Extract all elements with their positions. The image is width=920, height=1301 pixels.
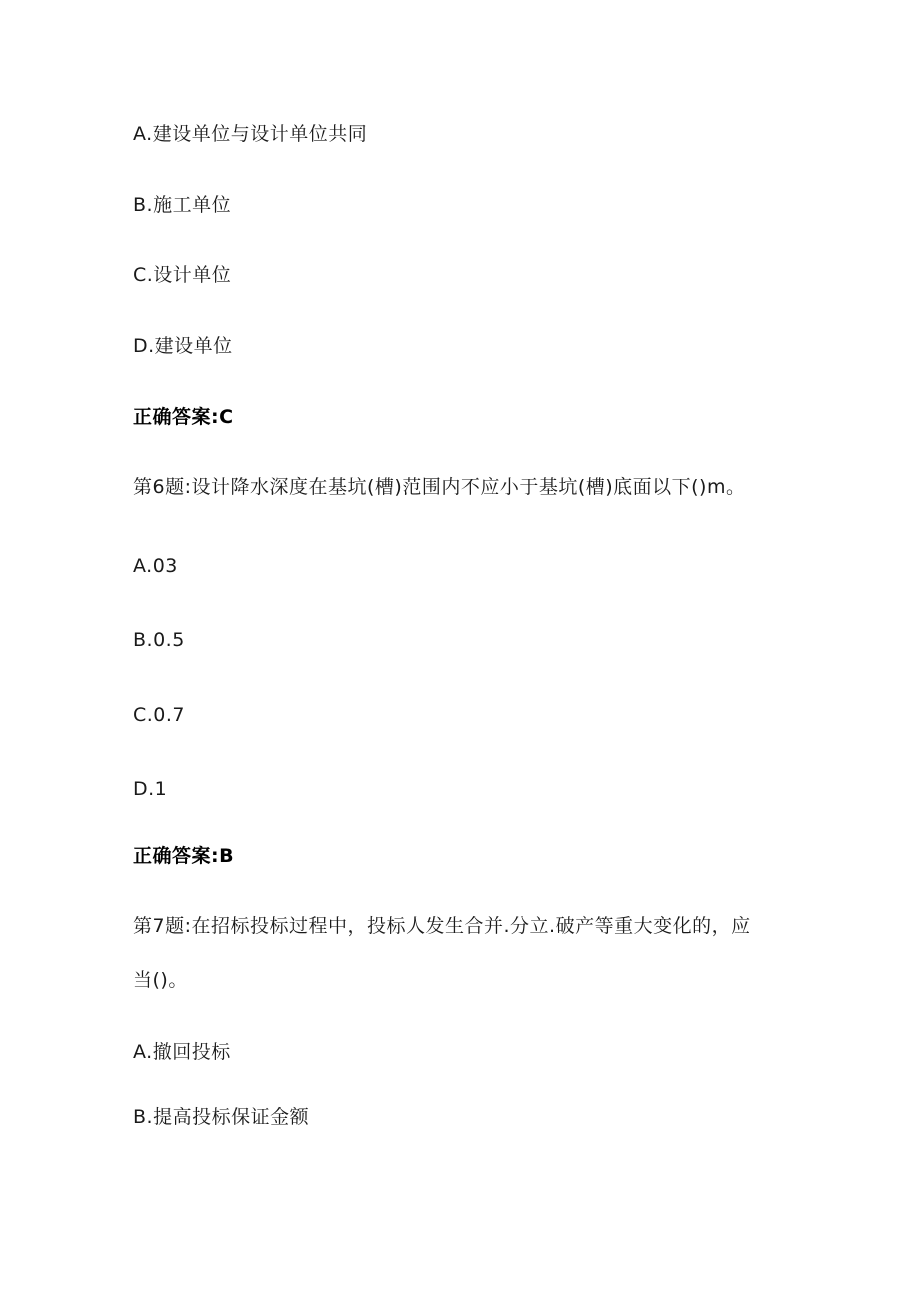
q6-option-c: C.0.7 <box>133 704 186 726</box>
q5-correct-answer: 正确答案:C <box>133 406 234 428</box>
q5-option-d: D.建设单位 <box>133 335 233 357</box>
q5-option-a: A.建设单位与设计单位共同 <box>133 123 368 145</box>
q6-option-b: B.0.5 <box>133 629 185 651</box>
q7-question-line1: 第7题:在招标投标过程中，投标人发生合并.分立.破产等重大变化的，应 <box>133 915 751 937</box>
q6-correct-answer: 正确答案:B <box>133 845 235 867</box>
q6-option-d: D.1 <box>133 778 168 800</box>
q6-question: 第6题:设计降水深度在基坑(槽)范围内不应小于基坑(槽)底面以下()m。 <box>133 476 746 498</box>
q6-option-a: A.03 <box>133 555 178 577</box>
q7-option-b: B.提高投标保证金额 <box>133 1106 310 1128</box>
q5-option-b: B.施工单位 <box>133 194 232 216</box>
q7-option-a: A.撤回投标 <box>133 1041 231 1063</box>
q7-question-line2: 当()。 <box>133 969 188 991</box>
q5-option-c: C.设计单位 <box>133 264 232 286</box>
